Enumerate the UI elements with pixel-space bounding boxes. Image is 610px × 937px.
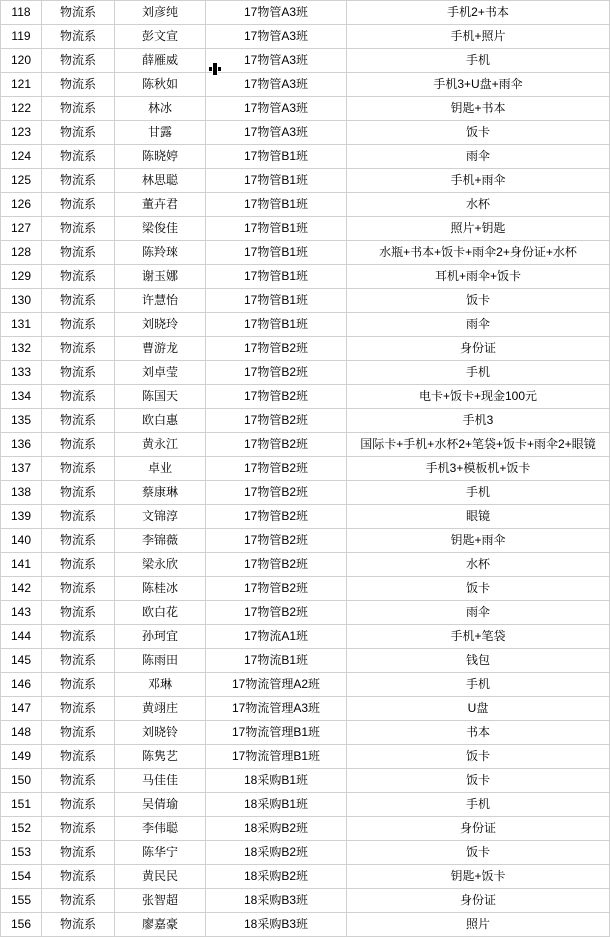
table-row[interactable]	[1, 697, 610, 721]
cell-items[interactable]: 手机	[347, 49, 610, 73]
table-row[interactable]	[1, 769, 610, 793]
cell-class[interactable]: 17物流管理A2班	[206, 673, 347, 697]
table-row[interactable]	[1, 313, 610, 337]
cell-dept[interactable]: 物流系	[42, 457, 115, 481]
cell-class[interactable]: 17物管B1班	[206, 217, 347, 241]
cell-dept[interactable]: 物流系	[42, 265, 115, 289]
cell-name[interactable]: 刘卓莹	[115, 361, 206, 385]
cell-name[interactable]: 刘彦纯	[115, 1, 206, 25]
cell-name[interactable]: 曹游龙	[115, 337, 206, 361]
cell-dept[interactable]: 物流系	[42, 241, 115, 265]
cell-name[interactable]: 张智超	[115, 889, 206, 913]
table-row[interactable]	[1, 169, 610, 193]
cell-dept[interactable]: 物流系	[42, 169, 115, 193]
cell-items[interactable]: 雨伞	[347, 601, 610, 625]
cell-class[interactable]: 18采购B2班	[206, 841, 347, 865]
cell-name[interactable]: 黄翊庄	[115, 697, 206, 721]
cell-id[interactable]: 156	[1, 913, 42, 937]
cell-class[interactable]: 17物管B2班	[206, 457, 347, 481]
cell-id[interactable]: 143	[1, 601, 42, 625]
table-row[interactable]	[1, 649, 610, 673]
cell-class[interactable]: 18采购B3班	[206, 889, 347, 913]
cell-dept[interactable]: 物流系	[42, 73, 115, 97]
cell-dept[interactable]: 物流系	[42, 337, 115, 361]
cell-class[interactable]: 17物管A3班	[206, 97, 347, 121]
table-row[interactable]	[1, 193, 610, 217]
cell-name[interactable]: 谢玉娜	[115, 265, 206, 289]
cell-items[interactable]: 手机3+模板机+饭卡	[347, 457, 610, 481]
cell-name[interactable]: 梁永欣	[115, 553, 206, 577]
cell-items[interactable]: 照片	[347, 913, 610, 937]
cell-class[interactable]: 17物管B2班	[206, 433, 347, 457]
cell-items[interactable]: 身份证	[347, 337, 610, 361]
cell-name[interactable]: 陈华宁	[115, 841, 206, 865]
table-row[interactable]	[1, 505, 610, 529]
cell-items[interactable]: 手机+雨伞	[347, 169, 610, 193]
cell-dept[interactable]: 物流系	[42, 769, 115, 793]
table-row[interactable]	[1, 265, 610, 289]
cell-name[interactable]: 文锦淳	[115, 505, 206, 529]
cell-items[interactable]: 手机	[347, 481, 610, 505]
cell-id[interactable]: 137	[1, 457, 42, 481]
cell-name[interactable]: 陈隽艺	[115, 745, 206, 769]
cell-id[interactable]: 133	[1, 361, 42, 385]
cell-class[interactable]: 17物管B1班	[206, 265, 347, 289]
cell-class[interactable]: 17物管B1班	[206, 289, 347, 313]
table-row[interactable]	[1, 745, 610, 769]
cell-name[interactable]: 马佳佳	[115, 769, 206, 793]
table-row[interactable]	[1, 601, 610, 625]
cell-name[interactable]: 董卉君	[115, 193, 206, 217]
cell-id[interactable]: 141	[1, 553, 42, 577]
cell-items[interactable]: 眼镜	[347, 505, 610, 529]
cell-dept[interactable]: 物流系	[42, 121, 115, 145]
cell-items[interactable]: 水杯	[347, 193, 610, 217]
table-row[interactable]	[1, 865, 610, 889]
cell-class[interactable]: 17物管B1班	[206, 169, 347, 193]
cell-items[interactable]: 饭卡	[347, 577, 610, 601]
cell-id[interactable]: 145	[1, 649, 42, 673]
cell-class[interactable]: 17物管B1班	[206, 313, 347, 337]
cell-dept[interactable]: 物流系	[42, 625, 115, 649]
cell-items[interactable]: 饭卡	[347, 769, 610, 793]
cell-class[interactable]: 17物管A3班	[206, 25, 347, 49]
cell-items[interactable]: 耳机+雨伞+饭卡	[347, 265, 610, 289]
cell-id[interactable]: 119	[1, 25, 42, 49]
cell-id[interactable]: 122	[1, 97, 42, 121]
cell-id[interactable]: 126	[1, 193, 42, 217]
cell-id[interactable]: 154	[1, 865, 42, 889]
cell-name[interactable]: 许慧怡	[115, 289, 206, 313]
cell-id[interactable]: 147	[1, 697, 42, 721]
cell-class[interactable]: 17物管B2班	[206, 481, 347, 505]
cell-id[interactable]: 128	[1, 241, 42, 265]
cell-id[interactable]: 150	[1, 769, 42, 793]
table-row[interactable]	[1, 889, 610, 913]
cell-items[interactable]: 手机2+书本	[347, 1, 610, 25]
table-row[interactable]	[1, 433, 610, 457]
cell-dept[interactable]: 物流系	[42, 385, 115, 409]
cell-class[interactable]: 17物流管理B1班	[206, 721, 347, 745]
cell-id[interactable]: 151	[1, 793, 42, 817]
cell-class[interactable]: 17物流A1班	[206, 625, 347, 649]
cell-items[interactable]: 手机	[347, 793, 610, 817]
table-row[interactable]	[1, 385, 610, 409]
cell-id[interactable]: 138	[1, 481, 42, 505]
table-row[interactable]	[1, 577, 610, 601]
cell-name[interactable]: 邓琳	[115, 673, 206, 697]
cell-class[interactable]: 17物管B2班	[206, 553, 347, 577]
cell-class[interactable]: 18采购B2班	[206, 817, 347, 841]
table-row[interactable]	[1, 49, 610, 73]
cell-name[interactable]: 刘晓玲	[115, 313, 206, 337]
cell-class[interactable]: 17物流管理B1班	[206, 745, 347, 769]
cell-class[interactable]: 17物管A3班	[206, 73, 347, 97]
cell-items[interactable]: 国际卡+手机+水杯2+笔袋+饭卡+雨伞2+眼镜	[347, 433, 610, 457]
cell-class[interactable]: 18采购B1班	[206, 793, 347, 817]
cell-class[interactable]: 17物管B2班	[206, 529, 347, 553]
cell-items[interactable]: U盘	[347, 697, 610, 721]
cell-dept[interactable]: 物流系	[42, 913, 115, 937]
cell-id[interactable]: 148	[1, 721, 42, 745]
cell-name[interactable]: 吴倩瑜	[115, 793, 206, 817]
cell-name[interactable]: 陈秋如	[115, 73, 206, 97]
cell-dept[interactable]: 物流系	[42, 217, 115, 241]
cell-dept[interactable]: 物流系	[42, 553, 115, 577]
cell-items[interactable]: 照片+钥匙	[347, 217, 610, 241]
cell-class[interactable]: 17物管B1班	[206, 193, 347, 217]
cell-dept[interactable]: 物流系	[42, 313, 115, 337]
table-row[interactable]	[1, 337, 610, 361]
cell-items[interactable]: 手机3	[347, 409, 610, 433]
cell-class[interactable]: 18采购B1班	[206, 769, 347, 793]
cell-id[interactable]: 132	[1, 337, 42, 361]
table-row[interactable]	[1, 241, 610, 265]
cell-name[interactable]: 孙珂宜	[115, 625, 206, 649]
cell-dept[interactable]: 物流系	[42, 649, 115, 673]
cell-dept[interactable]: 物流系	[42, 817, 115, 841]
cell-id[interactable]: 118	[1, 1, 42, 25]
cell-name[interactable]: 李伟聪	[115, 817, 206, 841]
table-row[interactable]	[1, 529, 610, 553]
cell-dept[interactable]: 物流系	[42, 409, 115, 433]
cell-dept[interactable]: 物流系	[42, 745, 115, 769]
table-row[interactable]	[1, 721, 610, 745]
cell-id[interactable]: 131	[1, 313, 42, 337]
cell-id[interactable]: 129	[1, 265, 42, 289]
cell-name[interactable]: 黄民民	[115, 865, 206, 889]
cell-items[interactable]: 书本	[347, 721, 610, 745]
cell-id[interactable]: 142	[1, 577, 42, 601]
cell-items[interactable]: 饭卡	[347, 745, 610, 769]
cell-items[interactable]: 钥匙+书本	[347, 97, 610, 121]
cell-dept[interactable]: 物流系	[42, 49, 115, 73]
cell-dept[interactable]: 物流系	[42, 97, 115, 121]
cell-id[interactable]: 146	[1, 673, 42, 697]
cell-dept[interactable]: 物流系	[42, 793, 115, 817]
cell-name[interactable]: 欧白惠	[115, 409, 206, 433]
cell-id[interactable]: 149	[1, 745, 42, 769]
table-row[interactable]	[1, 913, 610, 937]
cell-name[interactable]: 薛雁威	[115, 49, 206, 73]
cell-dept[interactable]: 物流系	[42, 289, 115, 313]
cell-dept[interactable]: 物流系	[42, 865, 115, 889]
table-row[interactable]	[1, 841, 610, 865]
table-row[interactable]	[1, 817, 610, 841]
table-row[interactable]	[1, 409, 610, 433]
cell-id[interactable]: 120	[1, 49, 42, 73]
cell-class[interactable]: 17物管B2班	[206, 505, 347, 529]
cell-items[interactable]: 身份证	[347, 889, 610, 913]
cell-dept[interactable]: 物流系	[42, 841, 115, 865]
cell-id[interactable]: 136	[1, 433, 42, 457]
cell-name[interactable]: 欧白花	[115, 601, 206, 625]
cell-items[interactable]: 水杯	[347, 553, 610, 577]
table-row[interactable]	[1, 145, 610, 169]
cell-name[interactable]: 梁俊佳	[115, 217, 206, 241]
cell-items[interactable]: 饭卡	[347, 289, 610, 313]
table-row[interactable]	[1, 121, 610, 145]
cell-name[interactable]: 廖嘉豪	[115, 913, 206, 937]
cell-dept[interactable]: 物流系	[42, 505, 115, 529]
cell-dept[interactable]: 物流系	[42, 1, 115, 25]
cell-items[interactable]: 电卡+饭卡+现金100元	[347, 385, 610, 409]
table-row[interactable]	[1, 481, 610, 505]
cell-class[interactable]: 17物管A3班	[206, 1, 347, 25]
table-body	[1, 1, 610, 937]
cell-dept[interactable]: 物流系	[42, 193, 115, 217]
cell-id[interactable]: 121	[1, 73, 42, 97]
cell-id[interactable]: 152	[1, 817, 42, 841]
cell-class[interactable]: 18采购B3班	[206, 913, 347, 937]
cell-class[interactable]: 17物管B2班	[206, 409, 347, 433]
cell-name[interactable]: 林冰	[115, 97, 206, 121]
cell-items[interactable]: 手机+笔袋	[347, 625, 610, 649]
cell-dept[interactable]: 物流系	[42, 721, 115, 745]
table-row[interactable]	[1, 625, 610, 649]
cell-class[interactable]: 17物管B1班	[206, 145, 347, 169]
cell-items[interactable]: 手机	[347, 361, 610, 385]
cell-name[interactable]: 蔡康琳	[115, 481, 206, 505]
cell-id[interactable]: 130	[1, 289, 42, 313]
cell-items[interactable]: 水瓶+书本+饭卡+雨伞2+身份证+水杯	[347, 241, 610, 265]
cell-dept[interactable]: 物流系	[42, 145, 115, 169]
table-row[interactable]	[1, 217, 610, 241]
cell-items[interactable]: 钥匙+饭卡	[347, 865, 610, 889]
cell-items[interactable]: 饭卡	[347, 121, 610, 145]
table-row[interactable]	[1, 289, 610, 313]
cell-dept[interactable]: 物流系	[42, 577, 115, 601]
cell-name[interactable]: 刘晓铃	[115, 721, 206, 745]
cell-id[interactable]: 155	[1, 889, 42, 913]
table-row[interactable]	[1, 1, 610, 25]
cell-class[interactable]: 17物管B2班	[206, 337, 347, 361]
cell-class[interactable]: 17物管B2班	[206, 361, 347, 385]
table-row[interactable]	[1, 25, 610, 49]
cell-items[interactable]: 手机	[347, 673, 610, 697]
cell-id[interactable]: 127	[1, 217, 42, 241]
cell-name[interactable]: 黄永江	[115, 433, 206, 457]
cell-class[interactable]: 17物管B1班	[206, 241, 347, 265]
cell-class[interactable]: 17物管B2班	[206, 385, 347, 409]
cell-name[interactable]: 林思聪	[115, 169, 206, 193]
table-row[interactable]	[1, 361, 610, 385]
cell-dept[interactable]: 物流系	[42, 889, 115, 913]
table-row[interactable]	[1, 457, 610, 481]
cell-items[interactable]: 钱包	[347, 649, 610, 673]
table-row[interactable]	[1, 673, 610, 697]
table-row[interactable]	[1, 553, 610, 577]
cell-items[interactable]: 饭卡	[347, 841, 610, 865]
table-row[interactable]	[1, 73, 610, 97]
cell-name[interactable]: 甘露	[115, 121, 206, 145]
cell-id[interactable]: 134	[1, 385, 42, 409]
cell-name[interactable]: 陈国天	[115, 385, 206, 409]
cell-dept[interactable]: 物流系	[42, 601, 115, 625]
cell-class[interactable]: 17物管B2班	[206, 577, 347, 601]
cell-name[interactable]: 陈雨田	[115, 649, 206, 673]
cell-class[interactable]: 18采购B2班	[206, 865, 347, 889]
cell-id[interactable]: 144	[1, 625, 42, 649]
cell-dept[interactable]: 物流系	[42, 361, 115, 385]
cell-id[interactable]: 124	[1, 145, 42, 169]
table-row[interactable]	[1, 793, 610, 817]
cell-items[interactable]: 雨伞	[347, 313, 610, 337]
cell-class[interactable]: 17物流B1班	[206, 649, 347, 673]
cell-name[interactable]: 彭文宣	[115, 25, 206, 49]
cell-class[interactable]: 17物管B2班	[206, 601, 347, 625]
cell-id[interactable]: 135	[1, 409, 42, 433]
cell-id[interactable]: 140	[1, 529, 42, 553]
cell-dept[interactable]: 物流系	[42, 25, 115, 49]
cell-name[interactable]: 陈羚琜	[115, 241, 206, 265]
cell-id[interactable]: 125	[1, 169, 42, 193]
cell-id[interactable]: 153	[1, 841, 42, 865]
cell-name[interactable]: 卓业	[115, 457, 206, 481]
table-row[interactable]	[1, 97, 610, 121]
cell-class[interactable]: 17物管A3班	[206, 121, 347, 145]
cell-id[interactable]: 139	[1, 505, 42, 529]
cell-items[interactable]: 雨伞	[347, 145, 610, 169]
cell-items[interactable]: 钥匙+雨伞	[347, 529, 610, 553]
cell-dept[interactable]: 物流系	[42, 673, 115, 697]
cell-class[interactable]: 17物管A3班	[206, 49, 347, 73]
cell-items[interactable]: 手机+照片	[347, 25, 610, 49]
cell-items[interactable]: 手机3+U盘+雨伞	[347, 73, 610, 97]
cell-items[interactable]: 身份证	[347, 817, 610, 841]
cell-dept[interactable]: 物流系	[42, 529, 115, 553]
cell-name[interactable]: 李锦薇	[115, 529, 206, 553]
cell-dept[interactable]: 物流系	[42, 433, 115, 457]
cell-dept[interactable]: 物流系	[42, 697, 115, 721]
cell-class[interactable]: 17物流管理A3班	[206, 697, 347, 721]
cell-name[interactable]: 陈晓婷	[115, 145, 206, 169]
cell-id[interactable]: 123	[1, 121, 42, 145]
cell-name[interactable]: 陈桂冰	[115, 577, 206, 601]
cell-dept[interactable]: 物流系	[42, 481, 115, 505]
